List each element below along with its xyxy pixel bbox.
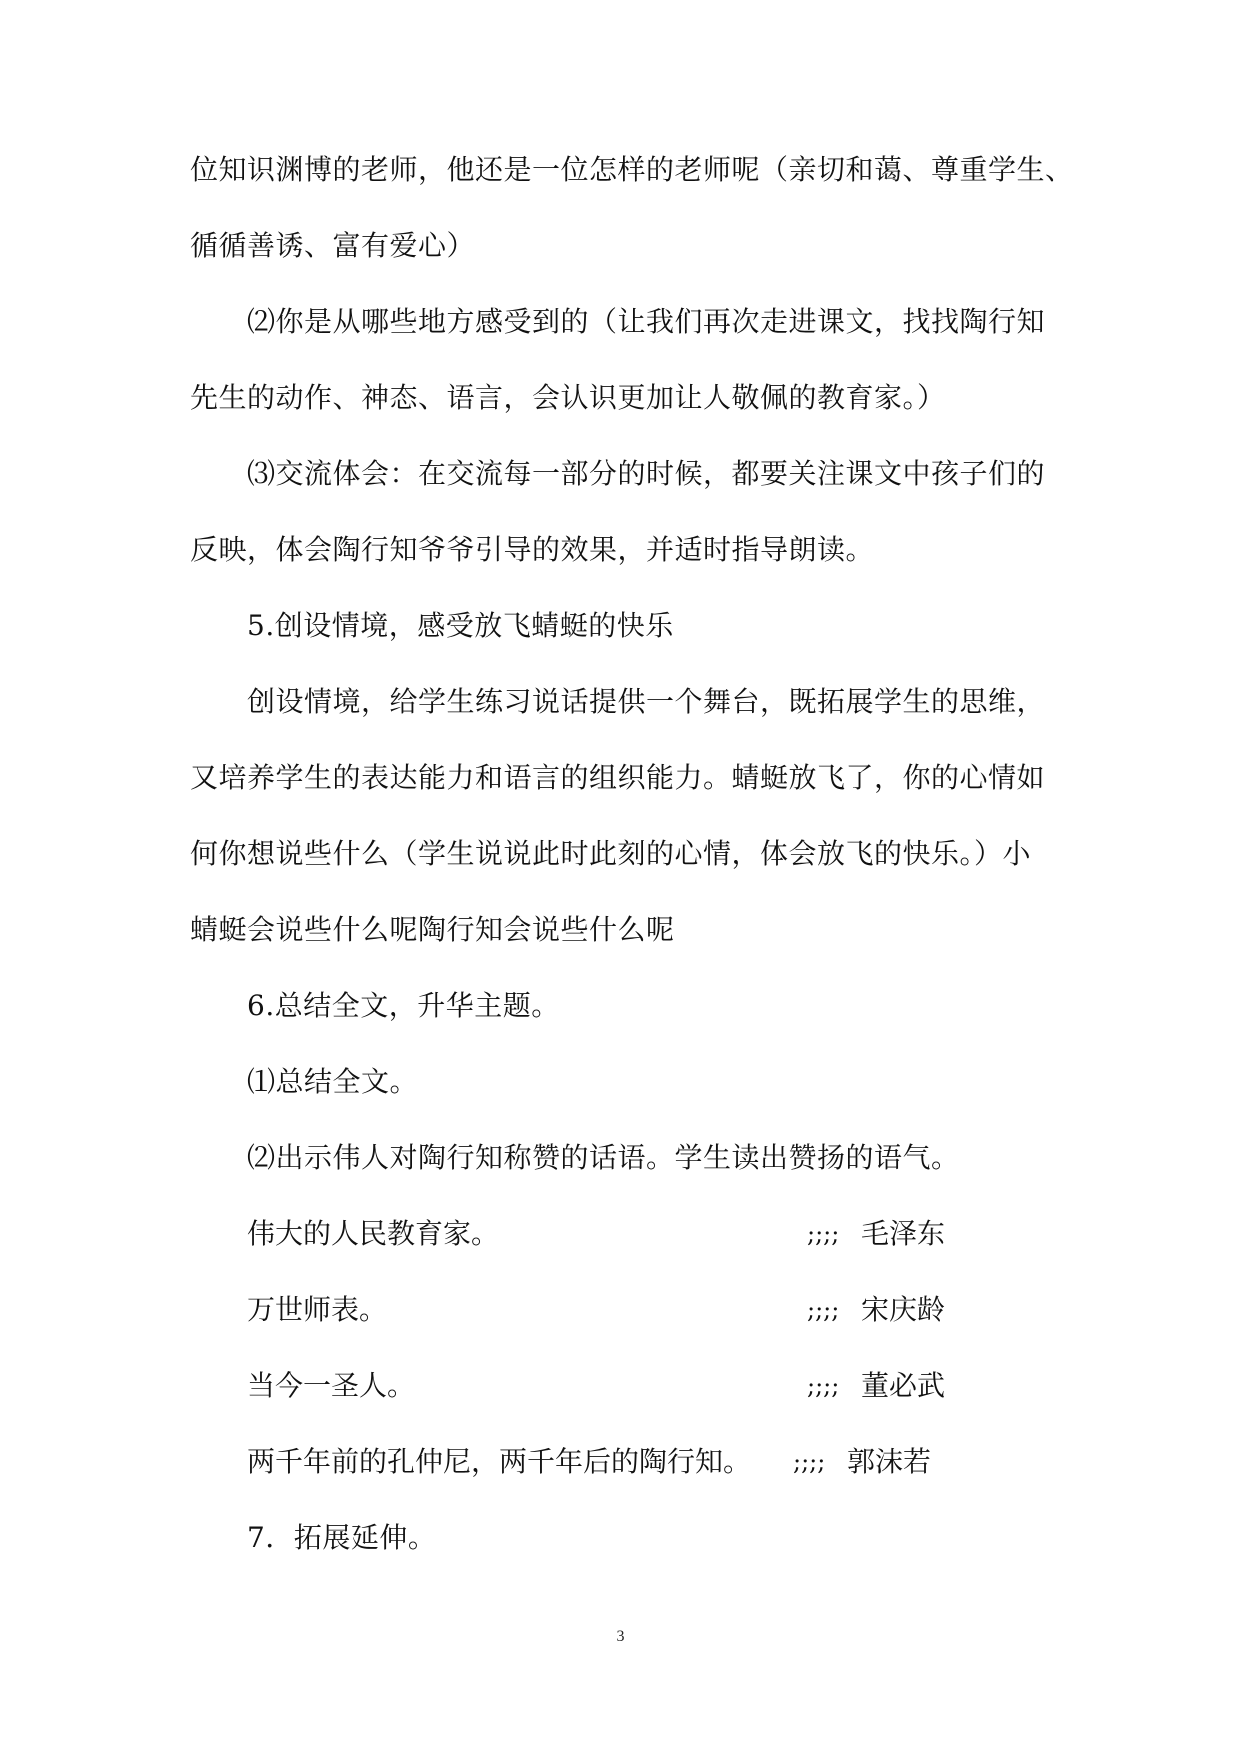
paragraph-line: ⑵你是从哪些地方感受到的（让我们再次走进课文，找找陶行知 xyxy=(247,305,1046,338)
quote-text: 万世师表。 xyxy=(247,1293,388,1326)
paragraph-line: 反映，体会陶行知爷爷引导的效果，并适时指导朗读。 xyxy=(190,533,875,566)
paragraph-line: 何你想说些什么（学生说说此时此刻的心情，体会放飞的快乐。）小 xyxy=(190,837,1032,870)
paragraph-line: ⑵出示伟人对陶行知称赞的话语。学生读出赞扬的语气。 xyxy=(247,1141,960,1174)
section-heading: 5.创设情境，感受放飞蜻蜓的快乐 xyxy=(247,609,674,642)
paragraph-line: 先生的动作、神态、语言，会认识更加让人敬佩的教育家。） xyxy=(190,381,946,414)
quote-author: 宋庆龄 xyxy=(861,1293,946,1326)
paragraph-line: 位知识渊博的老师，他还是一位怎样的老师呢（亲切和蔼、尊重学生、 xyxy=(190,153,1074,186)
quote-line xyxy=(247,1216,946,1252)
quote-separator: ;;;; xyxy=(807,1296,840,1324)
quote-separator: ;;;; xyxy=(807,1220,840,1248)
quote-text: 两千年前的孔仲尼，两千年后的陶行知。 xyxy=(247,1445,752,1478)
paragraph-line: ⑴总结全文。 xyxy=(247,1065,419,1098)
paragraph-line: 创设情境，给学生练习说话提供一个舞台，既拓展学生的思维， xyxy=(247,685,1046,718)
section-heading: 7．拓展延伸。 xyxy=(247,1521,437,1554)
quote-author: 毛泽东 xyxy=(861,1217,946,1250)
paragraph-line: 又培养学生的表达能力和语言的组织能力。蜻蜓放飞了，你的心情如 xyxy=(190,761,1046,794)
paragraph-line: 循循善诱、富有爱心） xyxy=(190,229,476,262)
quote-author: 董必武 xyxy=(861,1369,946,1402)
quote-line xyxy=(247,1292,946,1328)
quote-line xyxy=(247,1444,932,1480)
paragraph-line: 蜻蜓会说些什么呢陶行知会说些什么呢 xyxy=(190,913,675,946)
quote-separator: ;;;; xyxy=(807,1372,840,1400)
paragraph-line: ⑶交流体会：在交流每一部分的时候，都要关注课文中孩子们的 xyxy=(247,457,1046,490)
section-heading: 6.总结全文，升华主题。 xyxy=(247,989,560,1022)
quote-text: 伟大的人民教育家。 xyxy=(247,1217,500,1250)
page-number: 3 xyxy=(616,1628,625,1645)
quote-line xyxy=(247,1368,946,1404)
quote-author: 郭沫若 xyxy=(847,1445,932,1478)
quote-separator: ;;;; xyxy=(793,1448,826,1476)
quote-text: 当今一圣人。 xyxy=(247,1369,416,1402)
